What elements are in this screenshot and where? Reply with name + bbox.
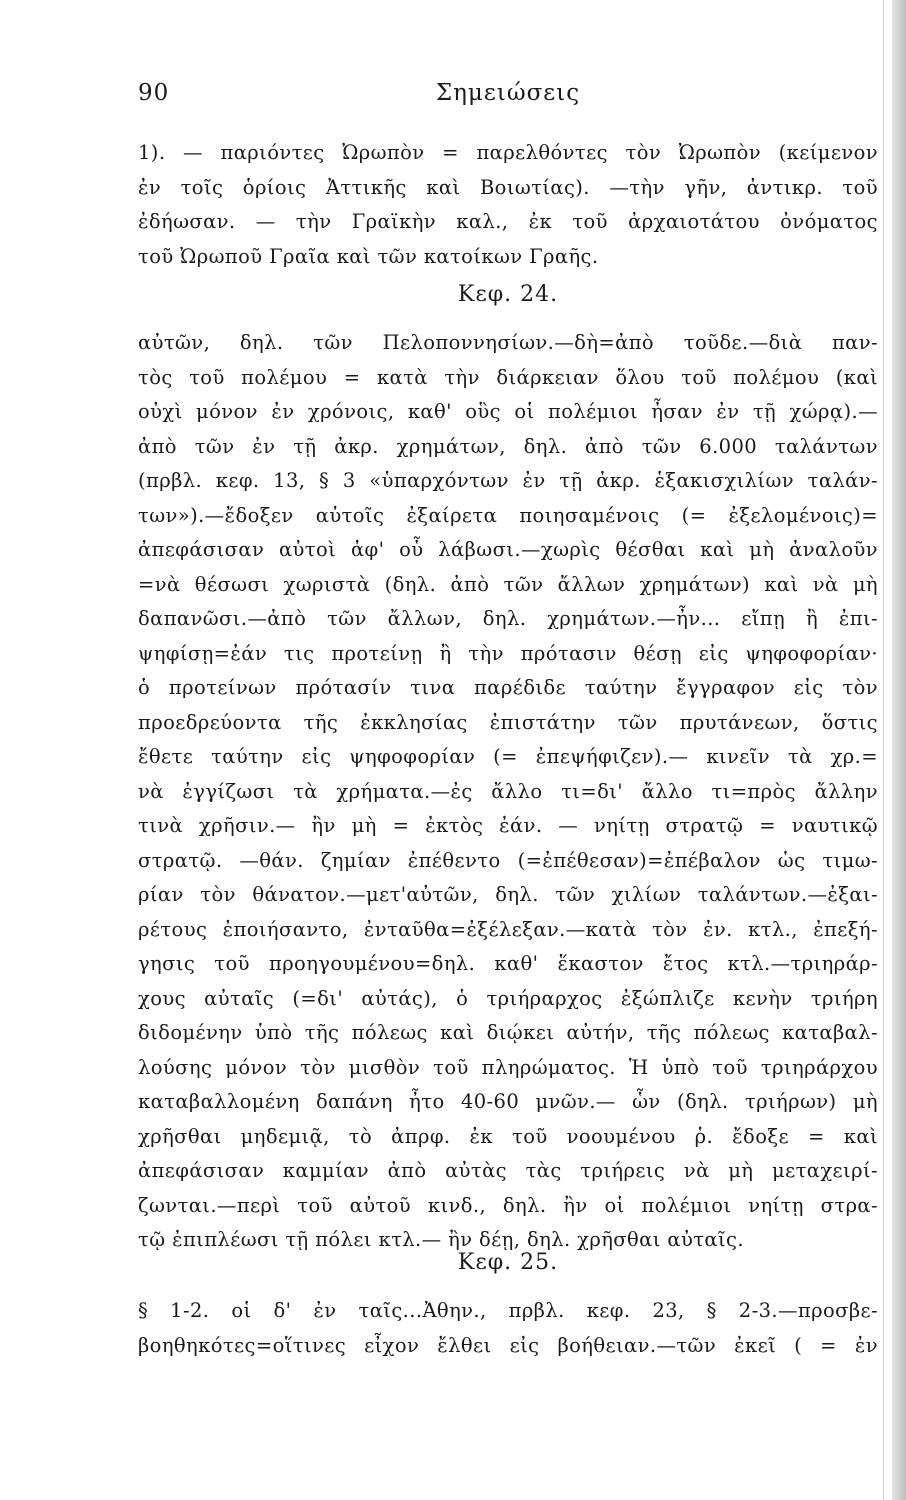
text-line: =νὰ θέσωσι χωριστὰ (δηλ. ἀπὸ τῶν ἄλλων χρημάτων) καὶ νὰ μὴ <box>138 572 878 596</box>
text-line: ὁ προτείνων πρότασίν τινα παρέδιδε ταύτην ἔγγραφον εἰς τὸν <box>138 676 878 699</box>
page-edge-line <box>883 0 884 1500</box>
text-line: τινὰ χρῆσιν.— ἢν μὴ = ἐκτὸς ἐάν. — νηίτῃ στρατῷ = ναυτικῷ <box>138 814 878 837</box>
text-line: στρατῷ. —θάν. ζημίαν ἐπέθεντο (=ἐπέθεσαν)=ἐπέβαλον ὡς τιμω- <box>138 848 878 872</box>
text-line: προεδρεύοντα τῆς ἐκκλησίας ἐπιστάτην τῶν πρυτάνεων, ὅστις <box>138 710 878 734</box>
page-header <box>138 80 878 116</box>
text-line: γησις τοῦ προηγουμένου=δηλ. καθ' ἕκαστον ἔτος κτλ.—τριηράρ- <box>138 952 878 975</box>
text-line: ρίαν τὸν θάνατον.—μετ'αὐτῶν, δηλ. τῶν χιλίων ταλάντων.—ἐξαι- <box>138 883 878 906</box>
text-line: ἐν τοῖς ὁρίοις Ἀττικῆς καὶ Βοιωτίας). —τὴν γῆν, ἀντικρ. τοῦ <box>138 175 878 199</box>
page-number: 90 <box>138 80 170 106</box>
chapter-heading-25: Κεφ. 25. <box>457 1250 559 1275</box>
notes-block-chapter-23-end <box>138 136 878 274</box>
text-line: 1). — παριόντες Ὠρωπὸν = παρελθόντες τὸν Ὠρωπὸν (κείμενον <box>138 141 878 164</box>
text-line: χους αὐταῖς (=δι' αὐτάς), ὁ τριήραρχος ἐξώπλιζε κενὴν τριήρη <box>138 986 878 1010</box>
notes-block-chapter-25 <box>138 1294 878 1363</box>
text-line: ἀπὸ τῶν ἐν τῇ ἀκρ. χρημάτων, δηλ. ἀπὸ τῶν 6.000 ταλάντων <box>138 434 878 458</box>
text-line: δαπανῶσι.—ἀπὸ τῶν ἄλλων, δηλ. χρημάτων.—ἦν... εἴπῃ ἢ ἐπι- <box>138 607 878 630</box>
text-line: τοῦ Ὠρωποῦ Γραῖα καὶ τῶν κατοίκων Γραῆς. <box>138 244 599 268</box>
text-line: νὰ ἐγγίζωσι τὰ χρήματα.—ἐς ἄλλο τι=δι' ἄλλο τι=πρὸς ἄλλην <box>138 779 878 803</box>
chapter-heading-24: Κεφ. 24. <box>457 282 559 307</box>
text-line: λούσης μόνον τὸν μισθὸν τοῦ πληρώματος. Ἡ ὑπὸ τοῦ τριηράρχου <box>138 1055 878 1079</box>
text-line: ρέτους ἐποιήσαντο, ἐνταῦθα=ἐξέλεξαν.—κατὰ τὸν ἐν. κτλ., ἐπεξή- <box>138 917 878 941</box>
text-line: ἔθετε ταύτην εἰς ψηφοφορίαν (= ἐπεψήφιζεν).— κινεῖν τὰ χρ.= <box>138 745 878 768</box>
text-line: ζωνται.—περὶ τοῦ αὐτοῦ κινδ., δηλ. ἢν οἱ πολέμιοι νηίτῃ στρα- <box>138 1193 878 1217</box>
text-line: οὐχὶ μόνον ἐν χρόνοις, καθ' οὓς οἱ πολέμιοι ἦσαν ἐν τῇ χώρᾳ).— <box>138 400 878 423</box>
text-line: αὐτῶν, δηλ. τῶν Πελοποννησίων.—δὴ=ἀπὸ τοῦδε.—διὰ παν- <box>138 331 878 354</box>
text-line: των»).—ἔδοξεν αὐτοῖς ἐξαίρετα ποιησαμένοις (= ἐξελομένοις)= <box>138 503 878 527</box>
text-line: τὸς τοῦ πολέμου = κατὰ τὴν διάρκειαν ὅλου τοῦ πολέμου (καὶ <box>138 365 878 389</box>
text-line: ἀπεφάσισαν αὐτοὶ ἀφ' οὗ λάβωσι.—χωρὶς θέσθαι καὶ μὴ ἀναλοῦν <box>138 538 878 561</box>
text-line: βοηθηκότες=οἵτινες εἶχον ἔλθει εἰς βοήθειαν.—τῶν ἐκεῖ ( = ἐν <box>138 1333 878 1357</box>
text-line: (πρβλ. κεφ. 13, § 3 «ὑπαρχόντων ἐν τῇ ἀκρ. ἑξακισχιλίων ταλάν- <box>138 469 878 492</box>
text-line: ψηφίσῃ=ἐάν τις προτείνῃ ἢ τὴν πρότασιν θέσῃ εἰς ψηφοφορίαν· <box>138 641 878 665</box>
page-edge-shadow <box>892 0 906 1500</box>
text-line: χρῆσθαι μηδεμιᾷ, τὸ ἀπρφ. ἐκ τοῦ νοουμένου ῥ. ἔδοξε = καὶ <box>138 1124 878 1148</box>
notes-block-chapter-24 <box>138 326 878 1258</box>
text-line: ἀπεφάσισαν καμμίαν ἀπὸ αὐτὰς τὰς τριήρεις νὰ μὴ μεταχειρί- <box>138 1159 878 1182</box>
running-title: Σημειώσεις <box>435 80 581 106</box>
text-line: τῷ ἐπιπλέωσι τῇ πόλει κτλ.— ἢν δέῃ, δηλ. χρῆσθαι αὐταῖς. <box>138 1228 744 1251</box>
text-line: καταβαλλομένη δαπάνη ἦτο 40-60 μνῶν.— ὧν (δηλ. τριήρων) μὴ <box>138 1090 878 1113</box>
text-line: ἐδήωσαν. — τὴν Γραϊκὴν καλ., ἐκ τοῦ ἀρχαιοτάτου ὀνόματος <box>138 210 878 233</box>
text-line: § 1-2. οἱ δ' ἐν ταῖς...Ἀθην., πρβλ. κεφ. 23, § 2-3.—προσβε- <box>138 1299 878 1322</box>
text-line: διδομένην ὑπὸ τῆς πόλεως καὶ διῴκει αὐτήν, τῆς πόλεως καταβαλ- <box>138 1021 878 1044</box>
